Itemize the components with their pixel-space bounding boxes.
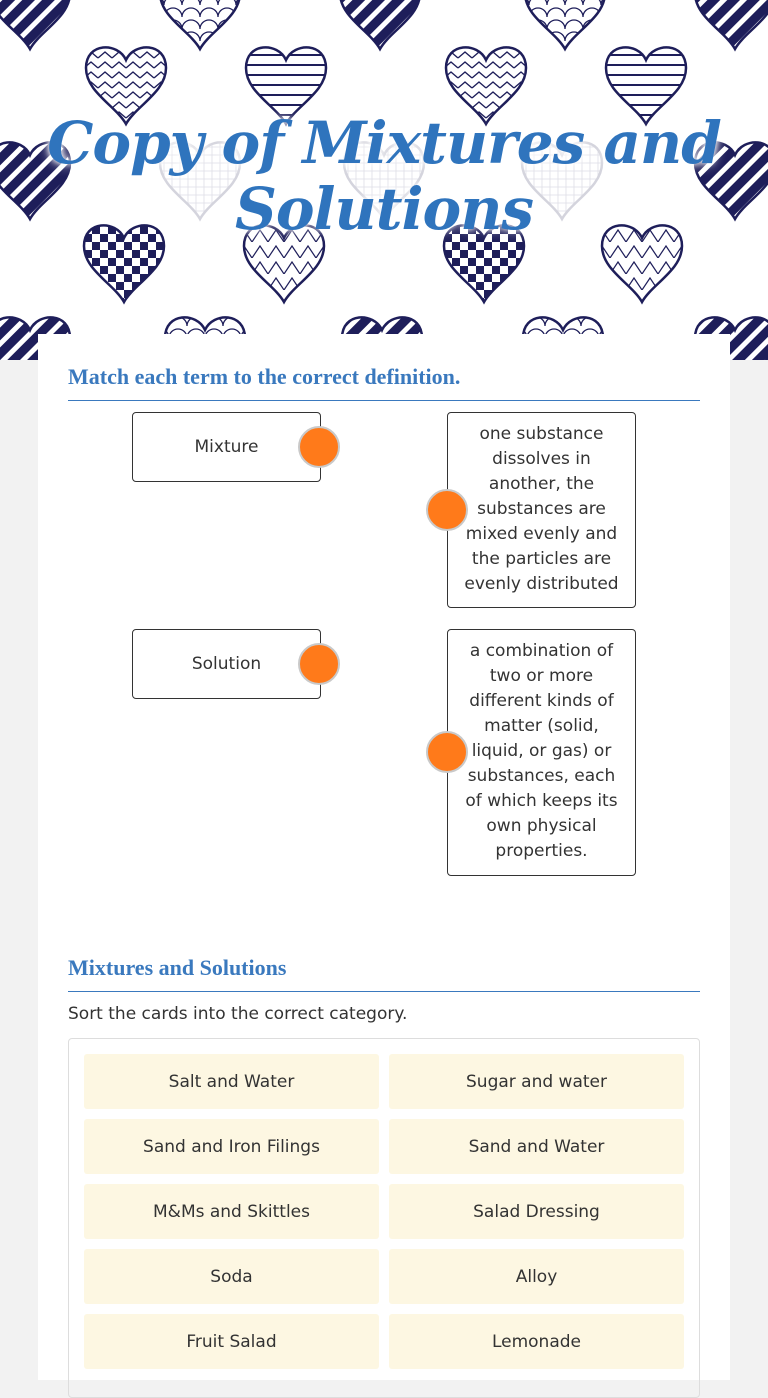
sort-card[interactable]: Lemonade xyxy=(389,1314,684,1369)
sort-card[interactable]: Salt and Water xyxy=(84,1054,379,1109)
sort-card[interactable]: Sand and Iron Filings xyxy=(84,1119,379,1174)
heart-decoration xyxy=(340,0,420,49)
term-solution[interactable]: Solution xyxy=(132,629,321,699)
definition-2[interactable]: a combination of two or more different kinds of matter (solid, liquid, or gas) or substances, each of which keeps its own physical properties. xyxy=(447,629,636,876)
sort-card[interactable]: Soda xyxy=(84,1249,379,1304)
connector-dot-term-1[interactable] xyxy=(298,426,340,468)
sort-instructions: Sort the cards into the correct category. xyxy=(68,1004,408,1024)
connector-dot-definition-2[interactable] xyxy=(426,731,468,773)
heart-decoration xyxy=(160,0,240,49)
definition-1[interactable]: one substance dissolves in another, the substances are mixed evenly and the particles are evenly distributed xyxy=(447,412,636,608)
sort-card[interactable]: Salad Dressing xyxy=(389,1184,684,1239)
sort-card[interactable]: M&Ms and Skittles xyxy=(84,1184,379,1239)
heart-decoration xyxy=(0,0,70,49)
sort-card[interactable]: Sugar and water xyxy=(389,1054,684,1109)
connector-dot-term-2[interactable] xyxy=(298,643,340,685)
sort-card[interactable]: Sand and Water xyxy=(389,1119,684,1174)
match-section-title: Match each term to the correct definition. xyxy=(68,364,700,401)
sort-card[interactable]: Fruit Salad xyxy=(84,1314,379,1369)
worksheet-card xyxy=(38,334,730,1380)
term-mixture[interactable]: Mixture xyxy=(132,412,321,482)
sort-section-title: Mixtures and Solutions xyxy=(68,955,700,992)
page-title: Copy of Mixtures and Solutions xyxy=(47,109,721,243)
sort-card-area xyxy=(68,1038,700,1398)
header-banner xyxy=(0,0,768,360)
heart-decoration xyxy=(695,0,768,49)
connector-dot-definition-1[interactable] xyxy=(426,489,468,531)
heart-decoration xyxy=(525,0,605,49)
sort-card[interactable]: Alloy xyxy=(389,1249,684,1304)
